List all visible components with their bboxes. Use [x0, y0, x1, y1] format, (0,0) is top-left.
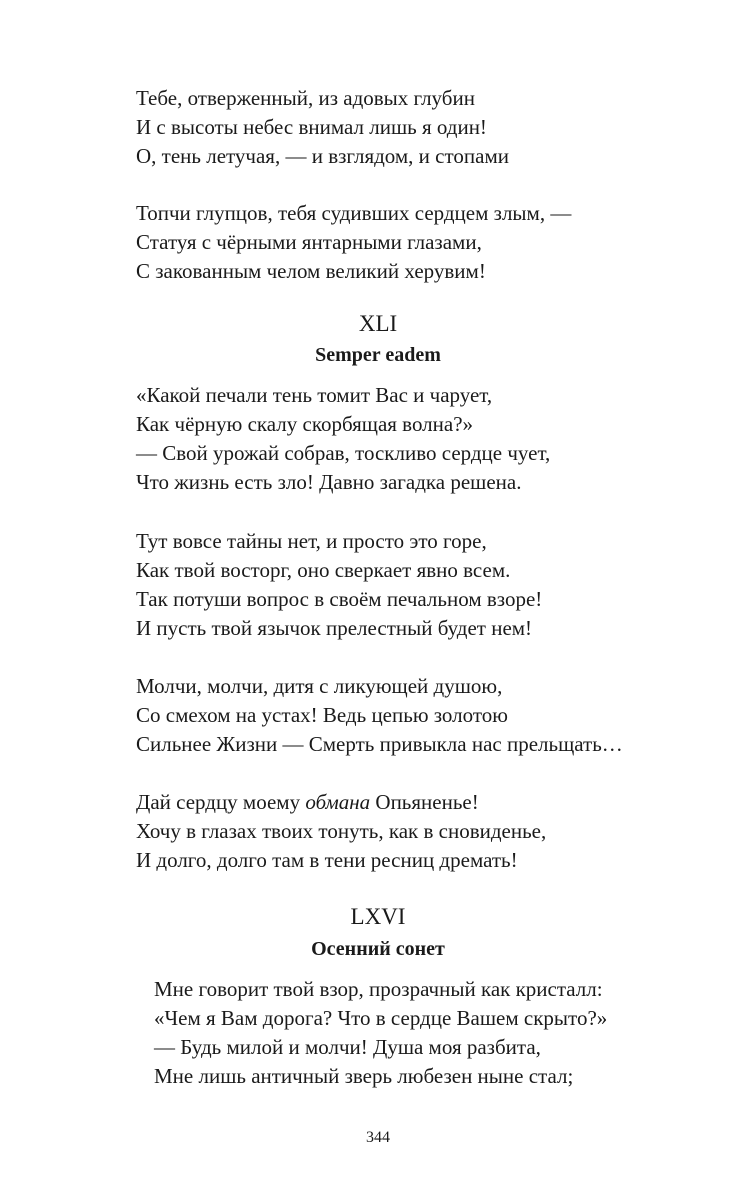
poem-line: Мне говорит твой взор, прозрачный как кристалл: [154, 977, 603, 1001]
poem-line: — Свой урожай собрав, тоскливо сердце чует, [136, 441, 551, 465]
poem-line: И пусть твой язычок прелестный будет нем! [136, 616, 533, 640]
poem-line: О, тень летучая, — и взглядом, и стопами [136, 144, 509, 168]
poem-text: Дай сердцу моему [136, 790, 306, 814]
poem-line: — Будь милой и молчи! Душа моя разбита, [154, 1035, 541, 1059]
poem-line: Тут вовсе тайны нет, и просто это горе, [136, 529, 487, 553]
page-number: 344 [366, 1129, 390, 1146]
poem-line: Так потуши вопрос в своём печальном взоре! [136, 587, 543, 611]
poem-line: Молчи, молчи, дитя с ликующей душою, [136, 674, 503, 698]
poem-stanza [136, 788, 546, 875]
poem-stanza [154, 975, 607, 1091]
poem-line: Как чёрную скалу скорбящая волна?» [136, 412, 474, 436]
poem-text: Опьяненье! [370, 790, 479, 814]
poem-stanza [136, 84, 509, 171]
poem-stanza [136, 381, 550, 497]
poem-line: «Чем я Вам дорога? Что в сердце Вашем скрыто?» [154, 1006, 608, 1030]
poem-line: И долго, долго там в тени ресниц дремать! [136, 848, 518, 872]
poem-stanza [136, 672, 623, 759]
poem-line: Топчи глупцов, тебя судивших сердцем злым, — [136, 201, 572, 225]
section-title: Semper eadem [315, 344, 441, 366]
poem-line: Со смехом на устах! Ведь цепью золотою [136, 703, 508, 727]
poem-line: И с высоты небес внимал лишь я один! [136, 115, 487, 139]
poem-stanza [136, 527, 542, 643]
poem-line: Как твой восторг, оно сверкает явно всем. [136, 558, 511, 582]
poem-line: Что жизнь есть зло! Давно загадка решена. [136, 470, 522, 494]
poem-line [136, 788, 546, 817]
poem-stanza [136, 199, 571, 286]
poem-line: Статуя с чёрными янтарными глазами, [136, 230, 482, 254]
section-title: Осенний сонет [311, 938, 445, 960]
poem-line: Тебе, отверженный, из адовых глубин [136, 86, 475, 110]
poem-line: Сильнее Жизни — Смерть привыкла нас прельщать… [136, 732, 623, 756]
section-number: XLI [358, 311, 398, 336]
poem-line: «Какой печали тень томит Вас и чарует, [136, 383, 493, 407]
poem-line: С закованным челом великий херувим! [136, 259, 486, 283]
italic-word: обмана [305, 790, 371, 814]
section-number: LXVI [350, 904, 406, 929]
poem-line: Мне лишь античный зверь любезен ныне стал; [154, 1064, 574, 1088]
poem-line: Хочу в глазах твоих тонуть, как в сновиденье, [136, 819, 547, 843]
